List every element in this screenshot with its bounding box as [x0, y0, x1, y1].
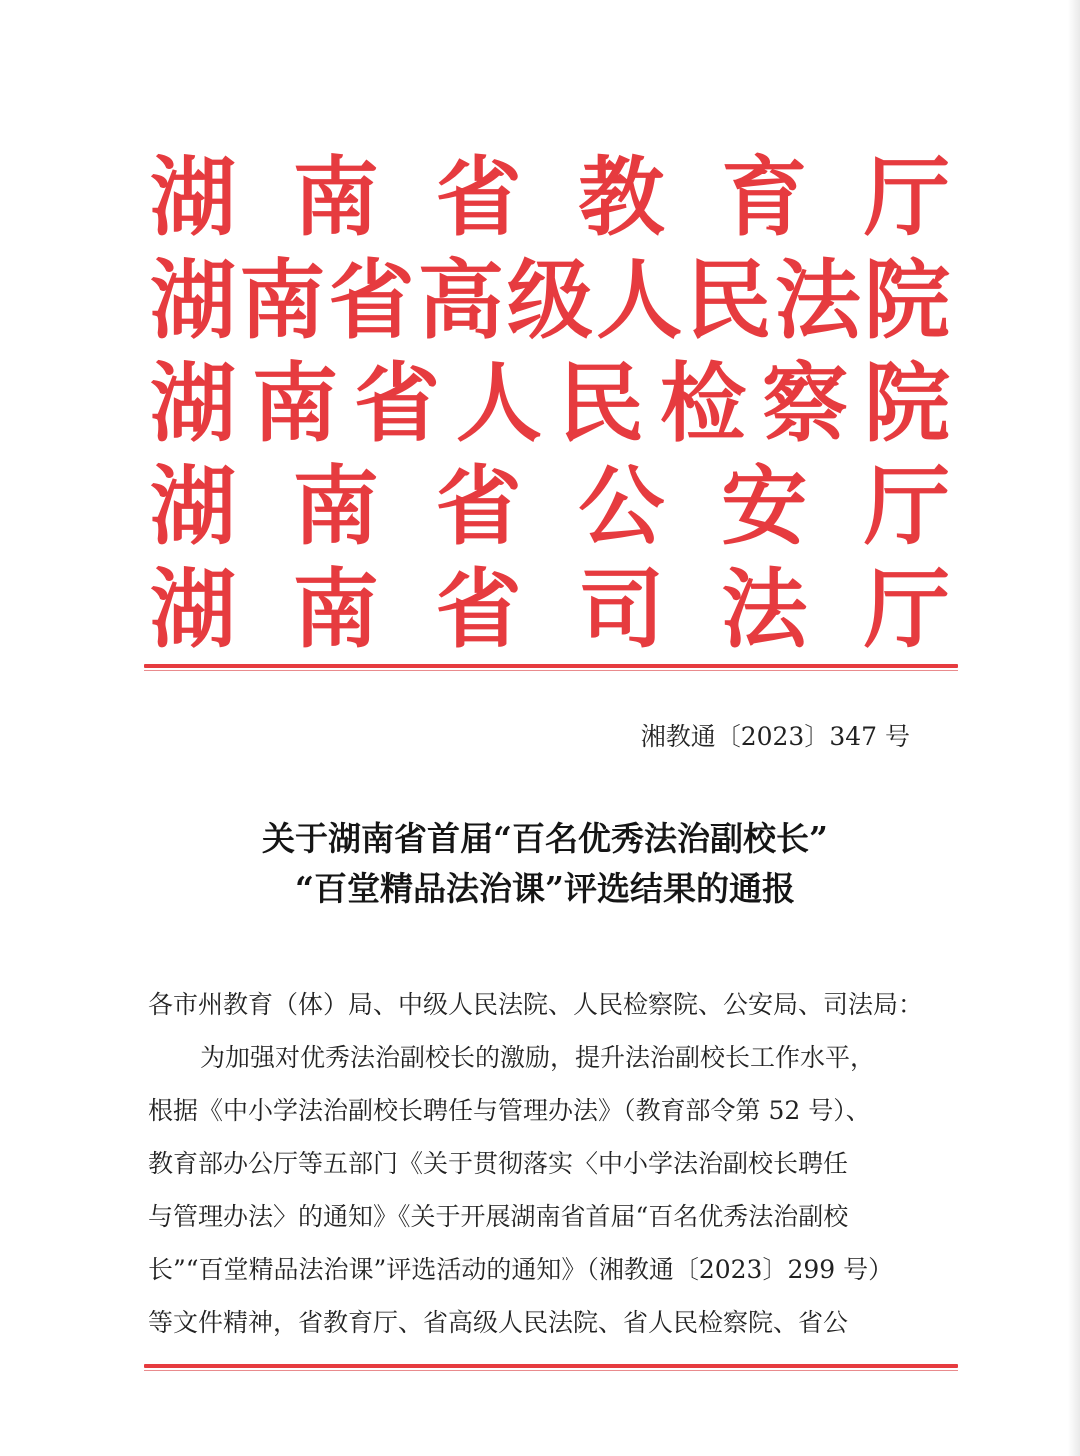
header-char: 法 — [774, 250, 861, 351]
document-number: 湘教通〔2023〕347 号 — [640, 722, 910, 751]
header-char: 省 — [328, 250, 415, 351]
body-line-addressees: 各市州教育（体）局、中级人民法院、人民检察院、公安局、司法局： — [148, 990, 924, 1019]
header-line-high-court — [150, 249, 950, 352]
header-char: 公 — [578, 456, 665, 557]
issuing-authorities-header — [150, 146, 950, 661]
document-title-line-2: “百堂精品法治课”评选结果的通报 — [295, 869, 795, 908]
header-char: 省 — [435, 456, 522, 557]
header-char: 安 — [721, 456, 808, 557]
header-char: 司 — [578, 559, 665, 660]
header-char: 省 — [435, 147, 522, 248]
footer-red-divider — [144, 1364, 958, 1368]
header-line-public-security — [150, 455, 950, 558]
body-line: 教育部办公厅等五部门《关于贯彻落实〈中小学法治副校长聘任 — [148, 1149, 849, 1178]
header-char: 南 — [292, 147, 379, 248]
header-char: 民 — [558, 353, 644, 454]
header-char: 厅 — [863, 147, 950, 248]
document-title-line-1: 关于湖南省首届“百名优秀法治副校长” — [262, 819, 828, 858]
header-char: 院 — [864, 353, 950, 454]
scan-shadow-edge — [1068, 0, 1080, 1456]
body-line: 长”“百堂精品法治课”评选活动的通知》（湘教通〔2023〕299 号） — [148, 1255, 894, 1284]
header-line-education-department — [150, 146, 950, 249]
header-char: 湖 — [150, 353, 236, 454]
document-body — [148, 978, 968, 1349]
header-char: 察 — [762, 353, 848, 454]
header-char: 省 — [435, 559, 522, 660]
header-char: 南 — [292, 456, 379, 557]
header-char: 人 — [596, 250, 683, 351]
header-char: 高 — [417, 250, 504, 351]
header-char: 教 — [578, 147, 665, 248]
header-char: 民 — [685, 250, 772, 351]
body-line: 根据《中小学法治副校长聘任与管理办法》（教育部令第 52 号）、 — [148, 1096, 871, 1125]
body-line: 与管理办法〉的通知》《关于开展湖南省首届“百名优秀法治副校 — [148, 1202, 849, 1231]
body-line: 为加强对优秀法治副校长的激励，提升法治副校长工作水平， — [200, 1043, 876, 1072]
header-char: 人 — [456, 353, 542, 454]
header-char: 省 — [354, 353, 440, 454]
header-char: 法 — [721, 559, 808, 660]
header-char: 检 — [660, 353, 746, 454]
header-char: 级 — [507, 250, 593, 351]
header-char: 南 — [239, 250, 326, 351]
header-char: 湖 — [150, 147, 236, 248]
header-char: 湖 — [150, 456, 236, 557]
header-char: 南 — [252, 353, 338, 454]
header-char: 厅 — [863, 559, 950, 660]
header-char: 院 — [864, 250, 950, 351]
header-char: 湖 — [150, 250, 236, 351]
header-red-divider — [144, 664, 958, 668]
header-char: 南 — [292, 559, 379, 660]
body-line: 等文件精神，省教育厅、省高级人民法院、省人民检察院、省公 — [148, 1308, 849, 1337]
header-char: 育 — [721, 147, 808, 248]
header-char: 湖 — [150, 559, 236, 660]
header-line-justice — [150, 558, 950, 661]
header-line-procuratorate — [150, 352, 950, 455]
header-char: 厅 — [863, 456, 950, 557]
